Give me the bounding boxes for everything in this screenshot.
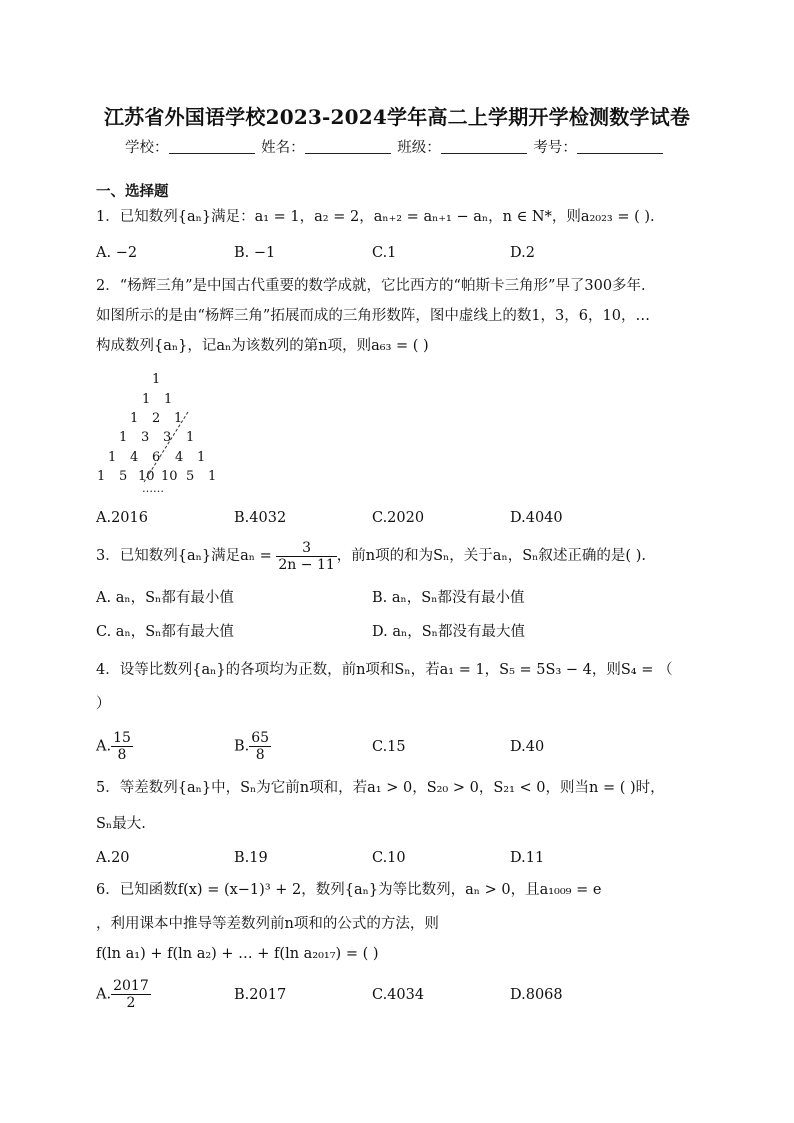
triangle-cell: 1 <box>174 411 183 426</box>
triangle-cell: 1 <box>130 411 139 426</box>
question-5-line-1: 5．等差数列{aₙ}中，Sₙ为它前n项和，若a₁ > 0，S₂₀ > 0，S₂₁ < 0，则当n = ( )时， <box>96 780 665 796</box>
question-4-line-2: ） <box>96 696 111 712</box>
q5-option-b[interactable]: B.19 <box>234 850 268 866</box>
question-3-text <box>96 538 646 574</box>
id-label: 考号： <box>533 140 577 156</box>
q6-option-a-letter: A. <box>96 986 112 1003</box>
fraction-numerator: 15 <box>113 730 131 746</box>
question-6-line-3: f(ln a₁) + f(ln a₂) + … + f(ln a₂₀₁₇) = ( ) <box>96 946 379 962</box>
q5-option-d[interactable]: D.11 <box>510 850 545 866</box>
q3-option-a[interactable]: A. aₙ，Sₙ都有最小值 <box>96 590 234 606</box>
name-label: 姓名： <box>261 140 305 156</box>
q1-option-a[interactable]: A. −2 <box>96 245 138 261</box>
id-blank[interactable] <box>577 139 663 154</box>
q2-option-a[interactable]: A.2016 <box>96 510 148 526</box>
q6-option-a[interactable] <box>96 978 151 1011</box>
q4-option-b-fraction <box>249 730 271 763</box>
q4-option-b[interactable] <box>234 730 271 763</box>
q2-option-b[interactable]: B.4032 <box>234 510 287 526</box>
q1-option-b[interactable]: B. −1 <box>234 245 276 261</box>
triangle-cell: 1 <box>142 392 151 407</box>
triangle-cell: 1 <box>197 450 206 465</box>
page-title: 江苏省外国语学校2023-2024学年高二上学期开学检测数学试卷 <box>103 105 691 129</box>
class-label: 班级： <box>397 140 441 156</box>
q1-option-c[interactable]: C.1 <box>372 245 397 261</box>
q3-fraction-denominator: 2n − 11 <box>278 556 335 573</box>
q4-option-d[interactable]: D.40 <box>510 739 545 755</box>
triangle-cell: 6 <box>152 450 161 465</box>
triangle-cell: 1 <box>164 392 173 407</box>
triangle-cell: 3 <box>163 430 172 445</box>
triangle-cell: 10 <box>138 469 155 484</box>
q3-option-c[interactable]: C. aₙ，Sₙ都有最大值 <box>96 624 234 640</box>
q3-option-d[interactable]: D. aₙ，Sₙ都没有最大值 <box>372 624 525 640</box>
question-6-line-1: 6．已知函数f(x) = (x−1)³ + 2，数列{aₙ}为等比数列，aₙ > 0，且a₁₀₀₉ = e <box>96 882 602 898</box>
yang-hui-triangle-figure <box>92 368 232 498</box>
q3-fraction-numerator: 3 <box>276 540 336 557</box>
class-blank[interactable] <box>441 139 527 154</box>
triangle-ellipsis: …… <box>142 482 164 495</box>
section-heading: 一、选择题 <box>96 183 169 200</box>
q6-option-c[interactable]: C.4034 <box>372 987 425 1003</box>
q2-option-c[interactable]: C.2020 <box>372 510 425 526</box>
q6-option-a-fraction <box>111 978 151 1011</box>
q1-option-d[interactable]: D.2 <box>510 245 535 261</box>
fraction-numerator: 2017 <box>113 978 149 994</box>
fraction-denominator: 8 <box>117 747 127 763</box>
triangle-cell: 1 <box>208 469 217 484</box>
triangle-cell: 10 <box>161 469 178 484</box>
triangle-cell: 4 <box>130 450 139 465</box>
triangle-cell: 2 <box>152 411 161 426</box>
q3-suffix: ，前n项的和为Sₙ，关于aₙ，Sₙ叙述正确的是( ). <box>336 548 646 564</box>
school-blank[interactable] <box>169 139 255 154</box>
question-1-text: 1．已知数列{aₙ}满足：a₁ = 1，a₂ = 2，aₙ₊₂ = aₙ₊₁ − aₙ，n ∈ N*，则a₂₀₂₃ = ( ). <box>96 209 655 225</box>
question-6-line-2: ，利用课本中推导等差数列前n项和的公式的方法，则 <box>96 916 439 932</box>
student-info-row <box>125 136 665 157</box>
school-label: 学校： <box>125 140 169 156</box>
q6-option-d[interactable]: D.8068 <box>510 987 563 1003</box>
q3-fraction <box>276 540 336 573</box>
fraction-denominator: 2 <box>126 995 136 1011</box>
question-4-line-1: 4．设等比数列{aₙ}的各项均为正数，前n项和Sₙ，若a₁ = 1，S₅ = 5S₃ − 4，则S₄ = （ <box>96 662 673 678</box>
q4-option-a-fraction <box>111 730 133 763</box>
triangle-cell: 1 <box>152 372 161 387</box>
triangle-cell: 3 <box>141 430 150 445</box>
triangle-cell: 4 <box>175 450 184 465</box>
triangle-cell: 1 <box>186 430 195 445</box>
triangle-cell: 1 <box>108 450 117 465</box>
fraction-numerator: 65 <box>251 730 270 746</box>
q5-option-a[interactable]: A.20 <box>96 850 130 866</box>
q4-option-a-letter: A. <box>96 738 112 755</box>
q3-prefix: 3．已知数列{aₙ}满足aₙ = <box>96 548 272 564</box>
q4-option-a[interactable] <box>96 730 133 763</box>
q6-option-b[interactable]: B.2017 <box>234 987 287 1003</box>
question-2-line-2: 如图所示的是由“杨辉三角”拓展而成的三角形数阵，图中虚线上的数1，3，6，10，… <box>96 308 650 324</box>
q2-option-d[interactable]: D.4040 <box>510 510 563 526</box>
question-2-line-3: 构成数列{aₙ}，记aₙ为该数列的第n项，则a₆₃ = ( ) <box>96 338 429 354</box>
name-blank[interactable] <box>305 139 391 154</box>
q3-option-b[interactable]: B. aₙ，Sₙ都没有最小值 <box>372 590 525 606</box>
triangle-cell: 5 <box>186 469 195 484</box>
question-2-line-1: 2．“杨辉三角”是中国古代重要的数学成就，它比西方的“帕斯卡三角形”早了300多年. <box>96 278 646 294</box>
triangle-cell: 1 <box>97 469 106 484</box>
fraction-denominator: 8 <box>255 747 265 763</box>
q4-option-b-letter: B. <box>234 738 250 755</box>
triangle-cell: 5 <box>119 469 128 484</box>
q5-option-c[interactable]: C.10 <box>372 850 406 866</box>
triangle-cell: 1 <box>119 430 128 445</box>
question-5-line-2: Sₙ最大. <box>96 816 146 832</box>
q4-option-c[interactable]: C.15 <box>372 739 406 755</box>
